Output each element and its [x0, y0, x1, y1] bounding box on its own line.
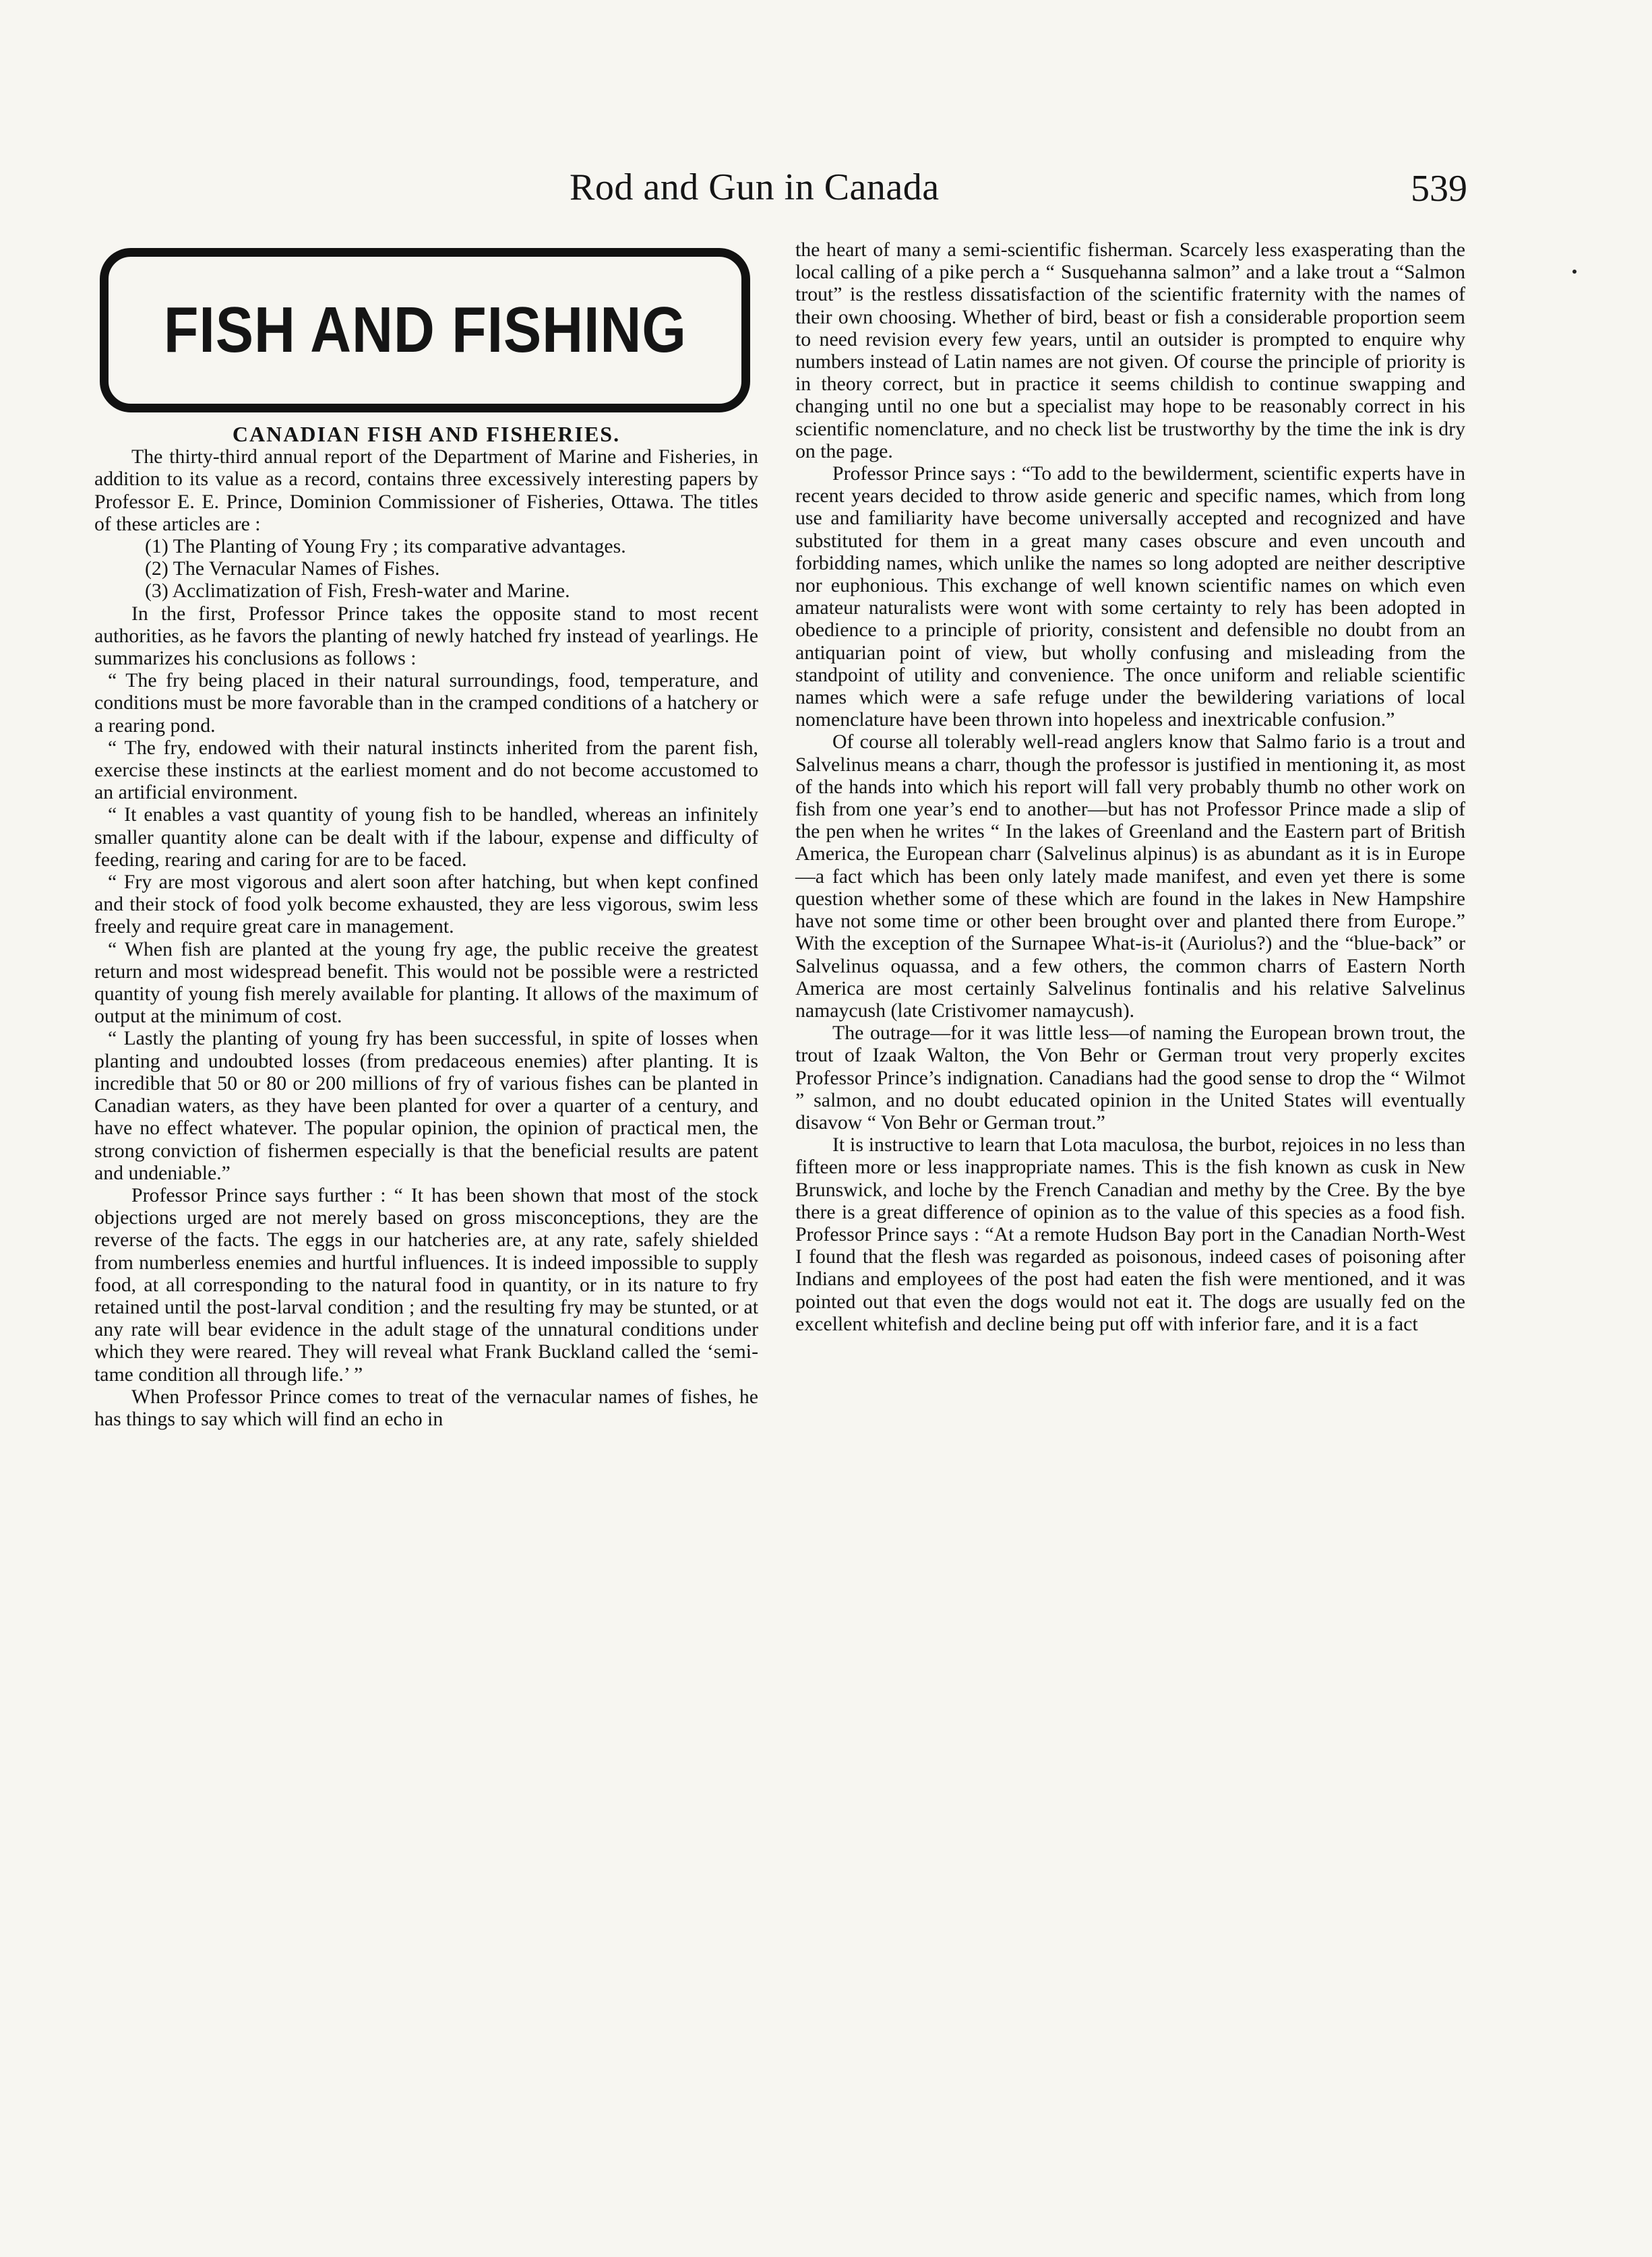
running-head: [0, 166, 1652, 220]
quote-paragraph: “ Fry are most vigorous and alert soon after hatching, but when kept confined and their stock of food yolk become exhausted, they are less vigorous, swim less freely and require great care in management.: [94, 871, 758, 938]
paragraph: It is instructive to learn that Lota maculosa, the burbot, rejoices in no less than fifteen more or less inappropriate names. This is the fish known as cusk in New Brunswick, and loche by the French Canadian and methy by the Cree. By the bye there is a great difference of opinion as to the value of this species as a food fish. Professor Prince says : “At a remote Hudson Bay port in the Canadian North-West I found that the flesh was regarded as poisonous, indeed cases of poisoning after Indians and employees of the post had eaten the fish were mentioned, and it was pointed out that even the dogs would not eat it. The dogs are usually fed on the excellent whitefish and decline being put off with inferior fare, and it is a fact: [795, 1134, 1465, 1335]
list-item: [94, 557, 758, 580]
paragraph: the heart of many a semi-scientific fisherman. Scarcely less exasperating than the local calling of a pike perch a “ Susquehanna salmon” and a lake trout a “Salmon trout” is the restless dissatisfaction of the scientific fraternity with the names of their own choosing. Whether of bird, beast or fish a considerable proportion seem to need revision every few years, until an outsider is prompted to enquire why numbers instead of Latin names are not given. Of course the principle of priority is in theory correct, but in practice it seems childish to continue swapping and changing until no one but a specialist may hope to be reasonably correct in his scientific nomenclature, and no check list be trustworthy by the time the ink is dry on the page.: [795, 239, 1465, 462]
banner-title: FISH AND FISHING: [163, 294, 687, 366]
left-column: [94, 423, 758, 1430]
margin-mark: [1572, 270, 1577, 274]
page-number: 539: [1411, 168, 1467, 210]
list-text: The Vernacular Names of Fishes.: [173, 557, 440, 580]
quote-paragraph: “ The fry, endowed with their natural instincts inherited from the parent fish, exercise these instincts at the earliest moment and do not become accustomed to an artificial environment.: [94, 736, 758, 804]
paragraph: Professor Prince says : “To add to the bewilderment, scientific experts have in recent years decided to throw aside generic and specific names, which from long use and familiarity have become universally accepted and recognized and have substituted for them in a great many cases obscure and even uncouth and forbidding names, which unlike the names so long adopted are neither descriptive nor euphonious. This exchange of well known scientific names on which even amateur naturalists were wont with some certainty to rely has been adopted in obedience to a principle of priority, consistent and defensible no doubt from an antiquarian point of view, but wholly confusing and misleading from the standpoint of utility and convenience. The once uniform and reliable scientific names which were a safe refuge under the bewildering variations of local nomenclature have been thrown into hopeless and inextricable confusion.”: [795, 462, 1465, 731]
quote-paragraph: “ Lastly the planting of young fry has been successful, in spite of losses when planting and undoubted losses (from predaceous enemies) after planting. It is incredible that 50 or 80 or 200 millions of fry of various fishes can be planted in Canadian waters, as they have been planted for over a quarter of a century, and have no effect whatever. The popular opinion, the opinion of practical men, the strong conviction of fishermen especially is that the beneficial results are patent and undeniable.”: [94, 1027, 758, 1184]
list-text: The Planting of Young Fry ; its comparative advantages.: [173, 535, 626, 558]
list-item: [94, 535, 758, 557]
section-banner: [100, 248, 750, 412]
list-number: (3): [145, 580, 169, 602]
paragraph: The outrage—for it was little less—of naming the European brown trout, the trout of Izaak Walton, the Von Behr or German trout very properly excites Professor Prince’s indignation. Canadians had the good sense to drop the “ Wilmot ” salmon, and no doubt educated opinion in the United States will eventually disavow “ Von Behr or German trout.”: [795, 1022, 1465, 1134]
list-text: Acclimatization of Fish, Fresh-water and Marine.: [172, 580, 570, 602]
paragraph: Of course all tolerably well-read anglers know that Salmo fario is a trout and Salvelinus means a charr, though the professor is justified in mentioning it, as most of the hands into which his report will fall very probably thumb no other work on fish from one year’s end to another—but has not Professor Prince made a slip of the pen when he writes “ In the lakes of Greenland and the Eastern part of British America, the European charr (Salvelinus alpinus) is as abundant as it is in Europe—a fact which has been only lately made manifest, and even yet there is some question whether some of these which are found in the lakes in New Hampshire have not some time or other been brought over and planted there from Europe.” With the exception of the Surnapee What-is-it (Auriolus?) and the “blue-back” or Salvelinus oquassa, and a few others, the common charrs of Eastern North America are most certainly Salvelinus fontinalis and his relative Salvelinus namaycush (late Cristivomer namaycush).: [795, 731, 1465, 1022]
article-heading: CANADIAN FISH AND FISHERIES.: [232, 422, 621, 446]
quote-paragraph: “ The fry being placed in their natural surroundings, food, temperature, and conditions must be more favorable than in the cramped conditions of a hatchery or a rearing pond.: [94, 669, 758, 737]
paragraph: When Professor Prince comes to treat of the vernacular names of fishes, he has things to say which will find an echo in: [94, 1385, 758, 1430]
quote-paragraph: “ It enables a vast quantity of young fish to be handled, whereas an infinitely smaller quantity alone can be dealt with if the labour, expense and difficulty of feeding, rearing and caring for are to be faced.: [94, 803, 758, 871]
right-column: [795, 239, 1465, 1335]
paragraph: In the first, Professor Prince takes the opposite stand to most recent authorities, as he favors the planting of newly hatched fry instead of yearlings. He summarizes his conclusions as follows :: [94, 602, 758, 670]
running-title: Rod and Gun in Canada: [570, 166, 940, 208]
quote-paragraph: “ When fish are planted at the young fry age, the public receive the greatest return and most widespread benefit. This would not be possible were a restricted quantity of young fish merely available for planting. It allows of the maximum of output at the minimum of cost.: [94, 937, 758, 1028]
list-item: [94, 580, 758, 602]
article-titles-list: [94, 535, 758, 602]
list-number: (1): [145, 535, 169, 558]
list-number: (2): [145, 557, 169, 580]
intro-paragraph: The thirty-third annual report of the Department of Marine and Fisheries, in addition to its value as a record, contains three excessively interesting papers by Professor E. E. Prince, Dominion Commissioner of Fisheries, Ottawa. The titles of these articles are :: [94, 445, 758, 535]
paragraph: Professor Prince says further : “ It has been shown that most of the stock objections urged are not merely based on gross misconceptions, they are the reverse of the facts. The eggs in our hatcheries are, at any rate, safely shielded from numberless enemies and hurtful influences. It is indeed impossible to supply food, at all corresponding to the natural food in quantity, or in its nature to fry retained until the post-larval condition ; and the resulting fry may be stunted, or at any rate will bear evidence in the adult stage of the unnatural conditions under which they were reared. They will reveal what Frank Buckland called the ‘semi-tame condition all through life.’ ”: [94, 1183, 758, 1386]
